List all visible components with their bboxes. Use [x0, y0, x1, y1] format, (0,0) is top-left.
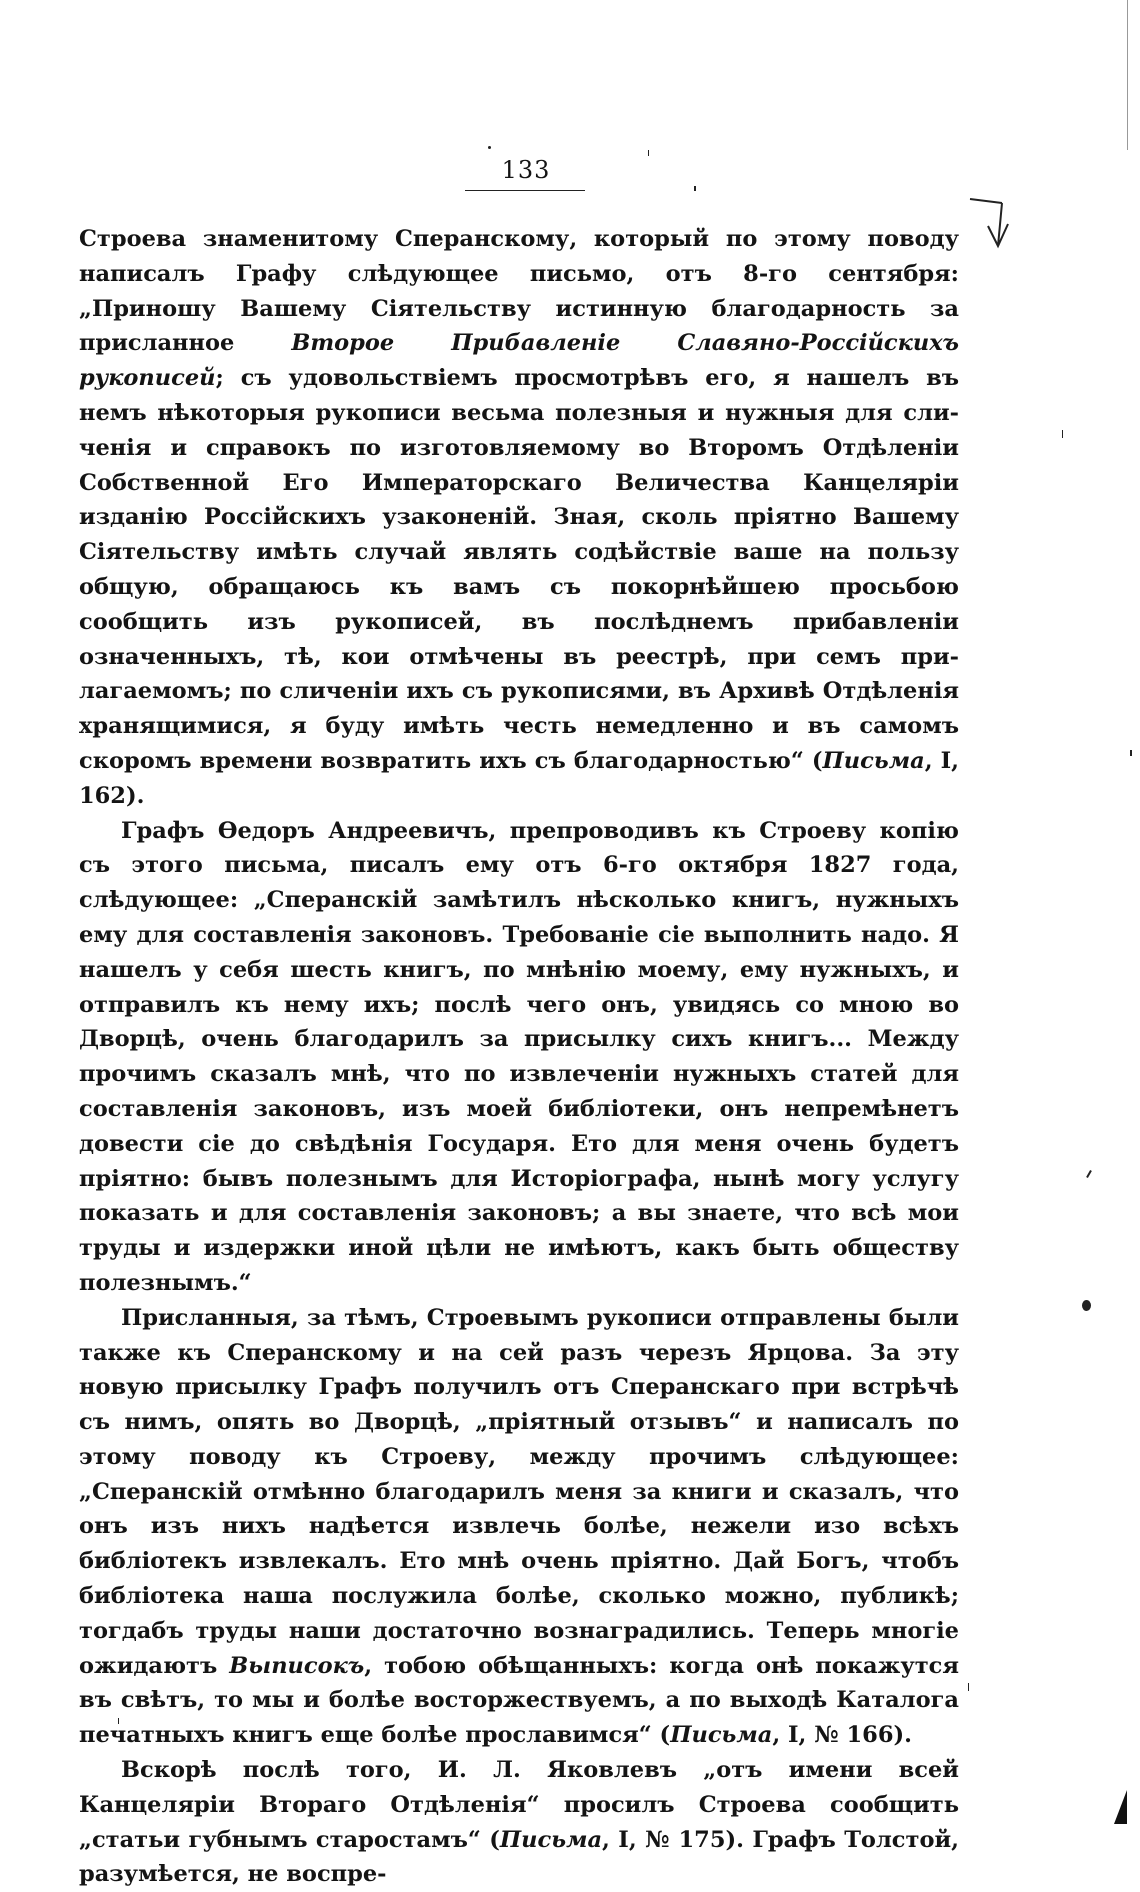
corner-scan-mark: [1114, 1790, 1127, 1824]
stray-mark: [488, 146, 491, 149]
italic-run: Второе Прибавленіе Славяно-Россійскихъ рукописей: [79, 330, 959, 392]
stray-mark: [1062, 430, 1063, 438]
text-run: Графъ Ѳедоръ Андреевичъ, препроводивъ къ Строеву копію съ этого письма, писалъ ему отъ 6-го октября 1827 года, слѣдующее: „Сперанскій замѣтилъ нѣсколько книгъ, нужныхъ ему для составленія законовъ. Требованіе сіе выполнить надо. Я нашелъ у себя шесть книгъ, по мнѣнію моему, ему нужныхъ, и отправилъ къ нему ихъ; послѣ чего онъ, увидясь со мною во Дворцѣ, очень благодарилъ за присылку сихъ книгъ... Между прочимъ сказалъ мнѣ, что по извлеченіи нужныхъ статей для составленія законовъ, изъ моей библіотеки, онъ непремѣнетъ довести сіе до свѣдѣнія Государя. Ето для меня очень будетъ пріятно: бывъ полезнымъ для Исторіографа, нынѣ могу услугу показать и для составленія законовъ; а вы знаете, что всѣ мои труды и издержки иной цѣли не имѣютъ, какъ быть обществу полезнымъ.“: [79, 817, 959, 1296]
scan-edge-line: [1127, 0, 1128, 150]
italic-run: Письма: [822, 747, 925, 774]
text-run: , I, № 166).: [772, 1722, 912, 1749]
page-number-rule: [465, 190, 585, 191]
paragraph: [79, 222, 959, 814]
text-run: Строева знаменитому Сперанскому, который по этому поводу написалъ Графу слѣдующее письмо, отъ 8-го сентября: „Приношу Вашему Сіятельству истинную благодарность за присланное: [79, 226, 959, 357]
text-run: Присланныя, за тѣмъ, Строевымъ рукописи отправлены были также къ Сперанскому и на сей разъ черезъ Ярцова. За эту новую присылку Графъ получилъ отъ Сперанскаго при встрѣчѣ съ нимъ, опять во Дворцѣ, „пріятный отзывъ“ и написалъ по этому поводу къ Строеву, между прочимъ слѣдующее: „Сперанскій отмѣнно благодарилъ меня за книги и сказалъ, что онъ изъ нихъ надѣется извлечь болѣе, нежели изо всѣхъ библіотекъ извлекалъ. Ето мнѣ очень пріятно. Дай Богъ, чтобъ библіотека наша послужила болѣе, сколько можно, публикѣ; тогдабъ труды наши достаточно вознаградились. Теперь многіе ожидаютъ: [79, 1304, 959, 1679]
text-run: Вскорѣ послѣ того, И. Л. Яковлевъ „отъ имени всей Канцеляріи Втораго Отдѣленія“ просилъ Строева сообщить „статьи губнымъ старостамъ“ (: [79, 1757, 959, 1853]
paragraph: [79, 1753, 959, 1892]
margin-arrow-annotation: [968, 196, 1010, 250]
stray-mark: [1082, 1300, 1091, 1311]
italic-run: Выписокъ: [229, 1652, 365, 1679]
paragraph: [79, 814, 959, 1301]
stray-mark: [648, 150, 649, 156]
page-number: 133: [501, 156, 551, 184]
body-text: [79, 222, 959, 1892]
stray-mark: [1130, 750, 1132, 756]
paragraph: [79, 1301, 959, 1753]
stray-mark: [1086, 1170, 1092, 1178]
italic-run: Письма: [499, 1826, 603, 1853]
text-run: , тобою обѣщанныхъ: когда онѣ покажутся въ свѣтъ, то мы и болѣе восторжествуемъ, а по выходѣ Каталога печатныхъ книгъ еще болѣе прославимся“ (: [79, 1652, 959, 1749]
text-run: , I, 162).: [79, 747, 959, 809]
italic-run: Письма: [670, 1722, 773, 1749]
text-run: ; съ удовольствіемъ просмотрѣвъ его, я нашелъ въ немъ нѣкоторыя рукописи весьма полезныя и нужныя для сличенія и справокъ по изготовляемому во Второмъ Отдѣленіи Собственной Его Императорскаго Величества Канцеляріи изданію Россійскихъ узаконеній. Зная, сколь пріятно Вашему Сіятельству имѣть случай являть содѣйствіе ваше на пользу общую, обращаюсь къ вамъ съ покорнѣйшею просьбою сообщить изъ рукописей, въ послѣднемъ прибавленіи означенныхъ, тѣ, кои отмѣчены въ реестрѣ, при семъ прилагаемомъ; по сличеніи ихъ съ рукописями, въ Архивѣ Отдѣленія хранящимися, я буду имѣть честь немедленно и въ самомъ скоромъ времени возвратить ихъ съ благодарностью“ (: [79, 365, 959, 774]
stray-mark: [968, 1683, 969, 1691]
text-run: , I, № 175). Графъ Толстой, разумѣется, не воспре-: [79, 1826, 959, 1888]
stray-mark: [694, 186, 696, 191]
